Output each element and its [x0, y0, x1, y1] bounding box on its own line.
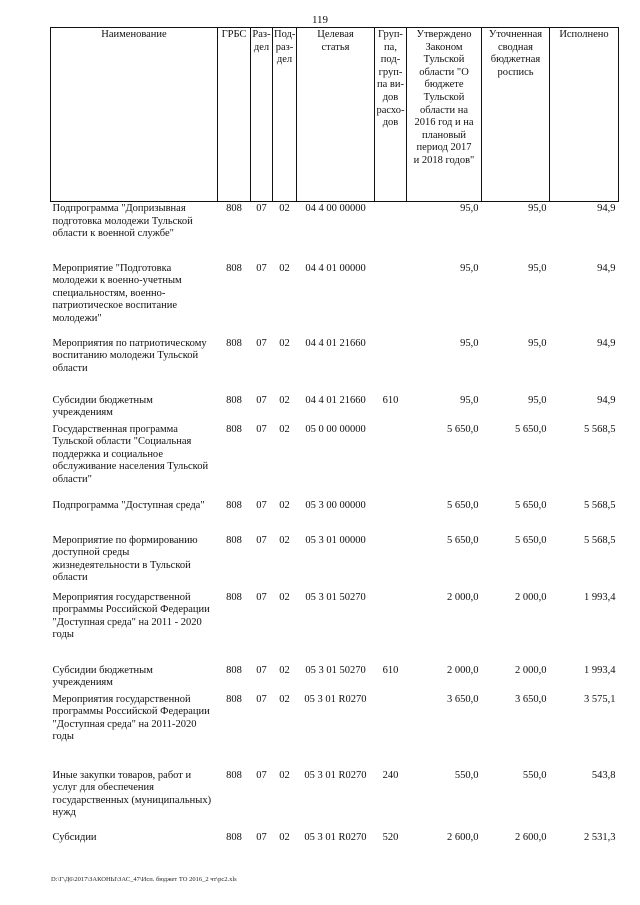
table-row	[51, 424, 619, 500]
row-name: Субсидии бюджетным учреждениям	[52, 394, 153, 419]
row-grbs: 808	[226, 591, 242, 603]
row-executed: 5 568,5	[584, 534, 616, 546]
row-target-article: 05 3 01 R0270	[304, 831, 367, 843]
row-approved: 2 600,0	[447, 831, 479, 843]
row-razdel: 07	[256, 262, 267, 274]
row-refined: 2 000,0	[515, 664, 547, 676]
row-podrazdel: 02	[279, 591, 290, 603]
row-approved: 95,0	[460, 394, 479, 406]
row-expense-type	[375, 694, 407, 770]
row-target-article: 05 3 01 00000	[305, 534, 366, 546]
row-refined: 2 000,0	[515, 591, 547, 603]
table-row	[51, 832, 619, 854]
row-refined: 5 650,0	[515, 534, 547, 546]
row-name: Мероприятия государственной программы Российской Федерации "Доступная среда" на 2011-2020 годы	[52, 693, 210, 743]
row-refined: 3 650,0	[515, 693, 547, 705]
row-target-article: 05 3 01 R0270	[304, 693, 367, 705]
row-expense-type: 240	[382, 769, 399, 781]
row-approved: 5 650,0	[447, 534, 479, 546]
header-target-article: Целевая статья	[297, 28, 375, 202]
row-executed: 5 568,5	[584, 499, 616, 511]
row-expense-type	[375, 338, 407, 395]
table-row	[51, 338, 619, 395]
row-expense-type	[375, 263, 407, 338]
row-target-article: 05 3 01 50270	[305, 591, 366, 603]
row-approved: 3 650,0	[447, 693, 479, 705]
row-executed: 1 993,4	[584, 591, 616, 603]
row-refined: 95,0	[528, 394, 547, 406]
row-executed: 94,9	[597, 262, 616, 274]
row-target-article: 04 4 00 00000	[305, 203, 366, 214]
row-name: Мероприятие по формированию доступной среды жизнедеятельности в Тульской области	[52, 534, 198, 584]
row-razdel: 07	[256, 534, 267, 546]
row-expense-type	[375, 424, 407, 500]
row-podrazdel: 02	[279, 664, 290, 676]
row-razdel: 07	[256, 337, 267, 349]
row-razdel: 07	[256, 394, 267, 406]
row-target-article: 05 0 00 00000	[305, 423, 366, 435]
row-executed: 1 993,4	[584, 664, 616, 676]
row-approved: 5 650,0	[447, 423, 479, 435]
row-podrazdel: 02	[279, 337, 290, 349]
row-grbs: 808	[226, 423, 242, 435]
header-name: Наименование	[51, 28, 218, 202]
row-podrazdel: 02	[279, 499, 290, 511]
row-expense-type: 520	[382, 831, 399, 843]
table-row	[51, 535, 619, 592]
row-razdel: 07	[256, 664, 267, 676]
row-name: Мероприятия по патриотическому воспитанию молодежи Тульской области	[52, 337, 207, 374]
table-row	[51, 694, 619, 770]
row-razdel: 07	[256, 423, 267, 435]
row-grbs: 808	[226, 693, 242, 705]
row-podrazdel: 02	[279, 693, 290, 705]
row-executed: 3 575,1	[584, 693, 616, 705]
row-name: Подпрограмма "Доступная среда"	[52, 499, 205, 511]
row-approved: 95,0	[460, 203, 479, 214]
row-razdel: 07	[256, 769, 267, 781]
row-refined: 95,0	[528, 203, 547, 214]
header-expense-type: Груп- па, под- груп- па ви- дов расхо- дов	[375, 28, 407, 202]
row-executed: 94,9	[597, 394, 616, 406]
row-name: Субсидии бюджетным учреждениям	[52, 664, 153, 689]
header-grbs: ГРБС	[218, 28, 251, 202]
row-executed: 94,9	[597, 203, 616, 214]
row-name: Мероприятия государственной программы Российской Федерации "Доступная среда" на 2011 - 2020 годы	[52, 591, 210, 641]
table-row	[51, 665, 619, 694]
row-executed: 543,8	[591, 769, 616, 781]
row-name: Иные закупки товаров, работ и услуг для обеспечения государственных (муниципальных) нужд	[52, 769, 212, 819]
row-grbs: 808	[226, 664, 242, 676]
budget-table	[50, 27, 619, 854]
row-name: Субсидии	[52, 831, 97, 843]
row-refined: 95,0	[528, 337, 547, 349]
row-expense-type	[375, 535, 407, 592]
row-target-article: 05 3 01 50270	[305, 664, 366, 676]
row-refined: 95,0	[528, 262, 547, 274]
row-executed: 5 568,5	[584, 423, 616, 435]
row-expense-type	[375, 202, 407, 263]
row-podrazdel: 02	[279, 769, 290, 781]
table-row	[51, 263, 619, 338]
row-name: Государственная программа Тульской области "Социальная поддержка и социальное обслуживание населения Тульской области"	[52, 423, 209, 485]
row-grbs: 808	[226, 769, 242, 781]
row-approved: 2 000,0	[447, 591, 479, 603]
row-target-article: 04 4 01 00000	[305, 262, 366, 274]
row-grbs: 808	[226, 203, 242, 214]
row-refined: 2 600,0	[515, 831, 547, 843]
header-razdel: Раз- дел	[251, 28, 273, 202]
row-approved: 5 650,0	[447, 499, 479, 511]
row-approved: 2 000,0	[447, 664, 479, 676]
row-podrazdel: 02	[279, 262, 290, 274]
row-target-article: 05 3 00 00000	[305, 499, 366, 511]
row-grbs: 808	[226, 534, 242, 546]
row-refined: 5 650,0	[515, 499, 547, 511]
row-grbs: 808	[226, 831, 242, 843]
row-grbs: 808	[226, 262, 242, 274]
row-target-article: 04 4 01 21660	[305, 337, 366, 349]
row-podrazdel: 02	[279, 394, 290, 406]
row-razdel: 07	[256, 831, 267, 843]
table-row	[51, 395, 619, 424]
table-row	[51, 500, 619, 535]
row-target-article: 04 4 01 21660	[305, 394, 366, 406]
header-row	[51, 28, 619, 202]
table-body	[51, 202, 619, 854]
row-approved: 550,0	[454, 769, 479, 781]
table-row	[51, 770, 619, 832]
row-expense-type: 610	[382, 394, 399, 406]
row-expense-type	[375, 500, 407, 535]
header-podrazdel: Под- раз- дел	[273, 28, 297, 202]
page-number: 119	[311, 14, 329, 26]
row-approved: 95,0	[460, 262, 479, 274]
row-name: Мероприятие "Подготовка молодежи к военно-учетным специальностям, военно-патриотическое воспитание молодежи"	[52, 262, 182, 324]
row-name: Подпрограмма "Допризывная подготовка молодежи Тульской области к военной службе"	[52, 203, 193, 240]
row-podrazdel: 02	[279, 831, 290, 843]
row-executed: 94,9	[597, 337, 616, 349]
row-razdel: 07	[256, 499, 267, 511]
header-refined: Уточненная сводная бюджетная роспись	[482, 28, 550, 202]
row-razdel: 07	[256, 591, 267, 603]
row-grbs: 808	[226, 337, 242, 349]
row-podrazdel: 02	[279, 423, 290, 435]
row-target-article: 05 3 01 R0270	[304, 769, 367, 781]
row-razdel: 07	[256, 203, 267, 214]
row-refined: 550,0	[522, 769, 547, 781]
row-approved: 95,0	[460, 337, 479, 349]
row-expense-type	[375, 592, 407, 665]
footer-file-path: D:\Г\Д6\2017\ЗАКОНЫ\ЗАС_47\Исп. бюджет ТО 2016_2 чт\рс2.xls	[51, 876, 237, 883]
row-executed: 2 531,3	[584, 831, 616, 843]
row-expense-type: 610	[382, 664, 399, 676]
row-razdel: 07	[256, 693, 267, 705]
table-row	[51, 592, 619, 665]
row-grbs: 808	[226, 499, 242, 511]
row-podrazdel: 02	[279, 203, 290, 214]
table-row	[51, 202, 619, 263]
header-executed: Исполнено	[550, 28, 619, 202]
row-podrazdel: 02	[279, 534, 290, 546]
row-refined: 5 650,0	[515, 423, 547, 435]
header-approved: Утверждено Законом Тульской области "О бюджете Тульской области на 2016 год и на плановый период 2017 и 2018 годов"	[407, 28, 482, 202]
row-grbs: 808	[226, 394, 242, 406]
